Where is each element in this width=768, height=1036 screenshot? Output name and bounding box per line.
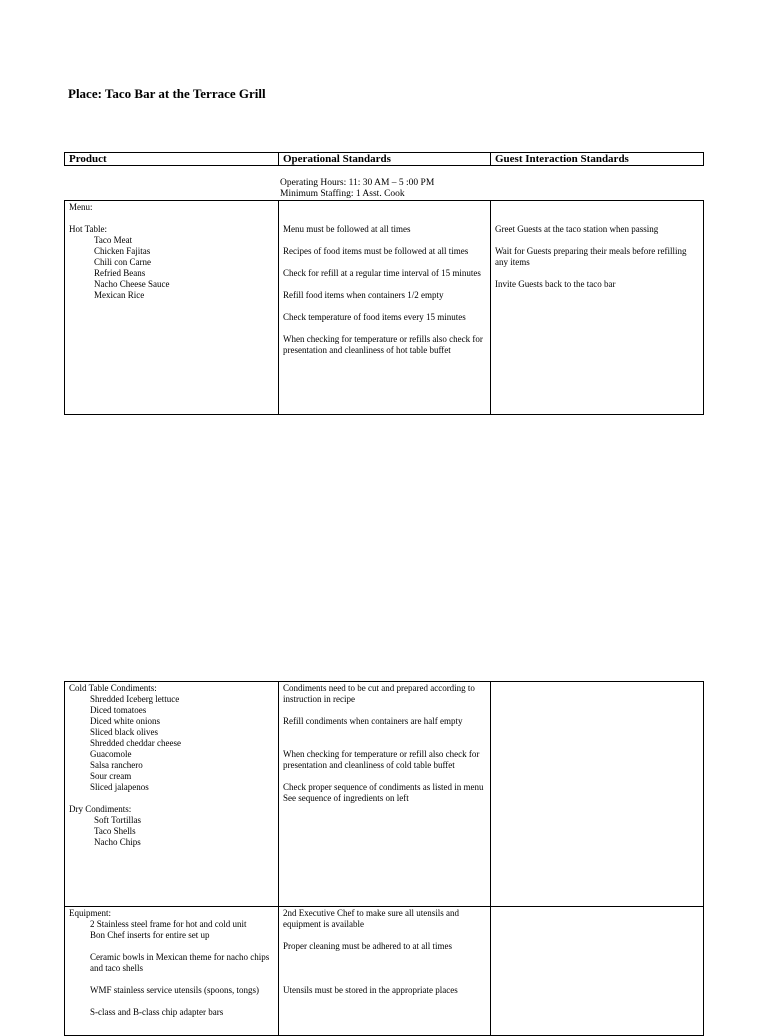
- cold-item: Salsa ranchero: [90, 760, 143, 770]
- operational-standard: 2nd Executive Chef to make sure all utensils and equipment is available: [283, 908, 459, 929]
- condiments-section: [64, 681, 704, 907]
- guest-cell: [491, 907, 703, 1035]
- product-cell: [65, 201, 279, 414]
- equipment-item: Ceramic bowls in Mexican theme for nacho chips and taco shells: [90, 952, 270, 973]
- operational-standard: See sequence of ingredients on left: [283, 793, 409, 803]
- operational-standard: Utensils must be stored in the appropriate places: [283, 985, 458, 995]
- menu-label: Menu:: [69, 202, 93, 212]
- header-guest-interaction-standards: Guest Interaction Standards: [495, 153, 629, 165]
- operational-standard: Check temperature of food items every 15 minutes: [283, 312, 466, 322]
- hot-table-section: [64, 200, 704, 415]
- equipment-item: Bon Chef inserts for entire set up: [90, 930, 210, 940]
- equipment-section: [64, 906, 704, 1036]
- operational-standard: Check proper sequence of condiments as listed in menu: [283, 782, 484, 792]
- operational-cell: [279, 682, 491, 906]
- operational-standard: When checking for temperature or refill also check for presentation and cleanliness of cold table buffet: [283, 749, 480, 770]
- hot-item: Taco Meat: [94, 235, 133, 245]
- operational-standard: Refill food items when containers 1/2 empty: [283, 290, 444, 300]
- operational-standard: Recipes of food items must be followed at all times: [283, 246, 469, 256]
- operational-cell: [279, 201, 491, 414]
- minimum-staffing: Minimum Staffing: 1 Asst. Cook: [280, 189, 405, 199]
- operational-standard: Condiments need to be cut and prepared according to instruction in recipe: [283, 683, 475, 704]
- dry-item: Taco Shells: [94, 826, 136, 836]
- guest-cell: [491, 201, 703, 414]
- hot-item: Nacho Cheese Sauce: [94, 279, 170, 289]
- guest-standard: Wait for Guests preparing their meals before refilling any items: [495, 246, 687, 267]
- cold-item: Diced tomatoes: [90, 705, 147, 715]
- operating-hours: Operating Hours: 11: 30 AM – 5 :00 PM: [280, 178, 435, 188]
- guest-cell: [491, 682, 703, 906]
- equipment-item: WMF stainless service utensils (spoons, tongs): [90, 985, 259, 995]
- operational-standard: Check for refill at a regular time interval of 15 minutes: [283, 268, 481, 278]
- operational-standard: Refill condiments when containers are half empty: [283, 716, 463, 726]
- operational-standard: Menu must be followed at all times: [283, 224, 411, 234]
- cold-item: Shredded Iceberg lettuce: [90, 694, 180, 704]
- hot-item: Refried Beans: [94, 268, 146, 278]
- page-title: Place: Taco Bar at the Terrace Grill: [68, 86, 266, 101]
- guest-standard: Invite Guests back to the taco bar: [495, 279, 616, 289]
- cold-item: Sliced jalapenos: [90, 782, 149, 792]
- cold-item: Sour cream: [90, 771, 132, 781]
- product-cell: [65, 907, 279, 1035]
- cold-item: Guacomole: [90, 749, 132, 759]
- cold-item: Sliced black olives: [90, 727, 158, 737]
- cold-item: Diced white onions: [90, 716, 160, 726]
- product-cell: [65, 682, 279, 906]
- operational-cell: [279, 907, 491, 1035]
- hot-table-label: Hot Table:: [69, 224, 107, 234]
- header-product: Product: [65, 153, 279, 165]
- dry-condiments-label: Dry Condiments:: [69, 804, 132, 814]
- equipment-item: 2 Stainless steel frame for hot and cold unit: [90, 919, 247, 929]
- dry-item: Soft Tortillas: [94, 815, 141, 825]
- hot-item: Chili con Carne: [94, 257, 151, 267]
- guest-standard: Greet Guests at the taco station when passing: [495, 224, 659, 234]
- cold-condiments-label: Cold Table Condiments:: [69, 683, 157, 693]
- equipment-item: S-class and B-class chip adapter bars: [90, 1007, 224, 1017]
- operating-info: [280, 178, 434, 200]
- operational-standard: When checking for temperature or refills also check for presentation and cleanliness of hot table buffet: [283, 334, 483, 355]
- cold-item: Shredded cheddar cheese: [90, 738, 181, 748]
- hot-item: Mexican Rice: [94, 290, 145, 300]
- header-row: [64, 152, 704, 166]
- hot-item: Chicken Fajitas: [94, 246, 151, 256]
- header-operational-standards: Operational Standards: [279, 153, 491, 165]
- operational-standard: Proper cleaning must be adhered to at all times: [283, 941, 452, 951]
- dry-item: Nacho Chips: [94, 837, 141, 847]
- equipment-label: Equipment:: [69, 908, 111, 918]
